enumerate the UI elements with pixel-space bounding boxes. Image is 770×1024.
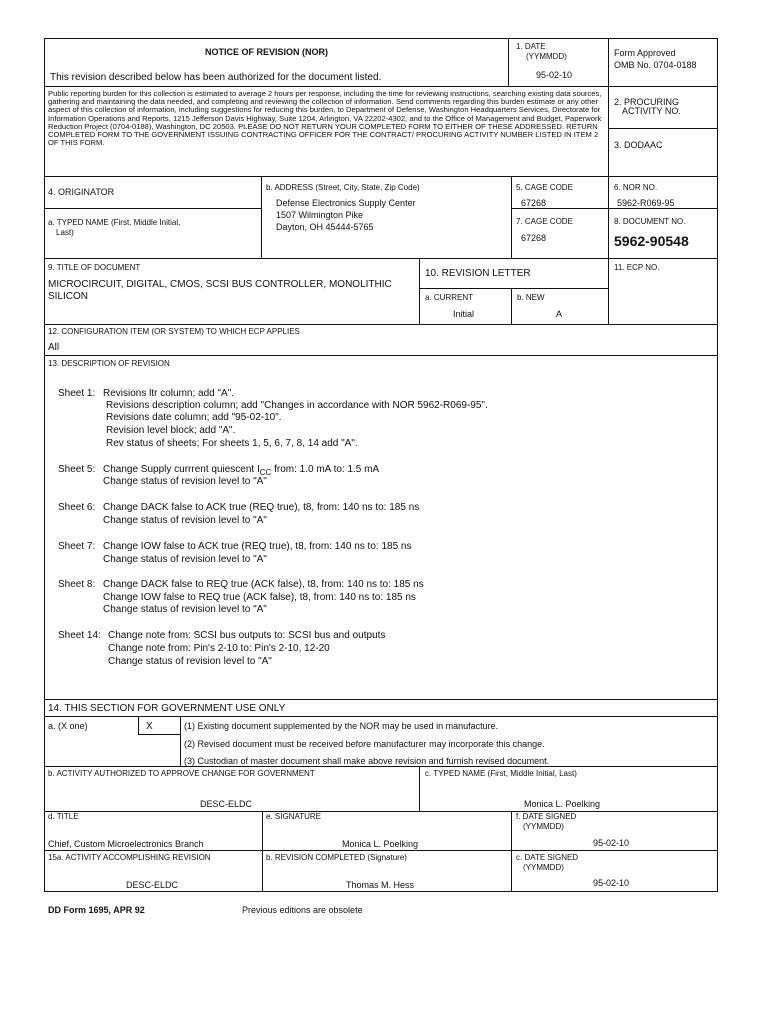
title-label: 9. TITLE OF DOCUMENT	[48, 263, 141, 272]
cage7-value: 67268	[521, 233, 547, 243]
activity-value: DESC-ELDC	[200, 799, 253, 809]
sheet-7-line: Change status of revision level to "A"	[103, 554, 267, 565]
d-title-value: Chief, Custom Microelectronics Branch	[48, 839, 204, 849]
d-title-label: d. TITLE	[48, 812, 79, 821]
revision-letter-label: 10. REVISION LETTER	[425, 268, 531, 279]
sheet-14-label: Sheet 14:	[58, 630, 101, 641]
sheet-14-line: Change note from: SCSI bus outputs to: SCSI bus and outputs	[108, 630, 386, 641]
sheet-14-line: Change status of revision level to "A"	[108, 656, 272, 667]
f-date-label: f. DATE SIGNED	[516, 812, 577, 821]
procuring-label: 2. PROCURING	[614, 97, 680, 107]
xone-label: a. (X one)	[48, 721, 88, 731]
date-label: 1. DATE	[516, 42, 546, 51]
sheet-8-line: Change DACK false to REQ true (ACK false), t8, from: 140 ns to: 185 ns	[103, 579, 424, 590]
authorized-text: This revision described below has been authorized for the document listed.	[50, 72, 382, 83]
f-date-label-2: (YYMMDD)	[523, 822, 564, 831]
sheet-1-line: Rev status of sheets; For sheets 1, 5, 6, 7, 8, 14 add "A".	[106, 438, 358, 449]
config-value: All	[48, 342, 60, 353]
title-value-line-1: MICROCIRCUIT, DIGITAL, CMOS, SCSI BUS CONTROLLER, MONOLITHIC	[48, 279, 392, 290]
c15-value: 95-02-10	[593, 878, 630, 888]
typed-name-value-c: Monica L. Poelking	[524, 799, 601, 809]
b15-value: Thomas M. Hess	[346, 880, 415, 890]
e-signature-label: e. SIGNATURE	[266, 812, 321, 821]
sheet-6-line: Change DACK false to ACK true (REQ true), t8, from: 140 ns to: 185 ns	[103, 502, 420, 513]
address-line-1: Defense Electronics Supply Center	[276, 198, 416, 208]
date-label-format: (YYMMDD)	[526, 52, 567, 61]
sheet-1-line: Revisions description column; add "Changes in accordance with NOR 5962-R069-95".	[106, 400, 488, 411]
sheet-14-line: Change note from: Pin's 2-10 to: Pin's 2-10, 12-20	[108, 643, 330, 654]
typed-name-label-2: Last)	[56, 228, 74, 237]
originator-label: 4. ORIGINATOR	[48, 187, 115, 197]
dodaac-label: 3. DODAAC	[614, 140, 663, 150]
address-label: b. ADDRESS (Street, City, State, Zip Code)	[266, 183, 420, 192]
x-mark-checkbox[interactable]: X	[146, 721, 153, 732]
footer-note: Previous editions are obsolete	[242, 905, 363, 915]
sheet-1-label: Sheet 1:	[58, 388, 96, 399]
sheet-7-label: Sheet 7:	[58, 541, 96, 552]
option-3: (3) Custodian of master document shall make above revision and furnish revised document.	[184, 756, 550, 766]
sheet-1-line: Revisions ltr column; add "A".	[103, 388, 235, 399]
sheet-5-label: Sheet 5:	[58, 464, 96, 475]
sheet-1-line: Revisions date column; add "95-02-10".	[106, 412, 282, 423]
burden-statement: Public reporting burden for this collection is estimated to average 2 hours per response, including the time for reviewing instructions, searching existing data sources, gathering and maintaining the data needed, and completing and reviewing the collection of information. Send comments regarding this burden estimate or any other aspect of this collection of information, including suggestions for reducing this burden, to Department of Defense, Washington Headquarters Services, Directorate for Information Operations and Reports, 1215 Jefferson Davis Highway, Suite 1204, Arlington, VA 22202-4302, and to the Office of Management and Budget, Paperwork Reduction Project (0704-0188), Washington, DC 20503. PLEASE DO NOT RETURN YOUR COMPLETED FORM TO EITHER OF THESE ADDRESSED. RETURN COMPLETED FORM TO THE GOVERNMENT ISSUING CONTRACTING OFFICER FOR THE CONTRACT/ PROCURING ACTIVITY NUMBER LISTED IN ITEM 2 OF THIS FORM.	[48, 89, 602, 148]
docno-value: 5962-90548	[614, 233, 689, 249]
sheet-8-line: Change IOW false to REQ true (ACK false), t8, from: 140 ns to: 185 ns	[103, 592, 416, 603]
nor-label: 6. NOR NO.	[614, 183, 658, 192]
option-1: (1) Existing document supplemented by the NOR may be used in manufacture.	[184, 721, 499, 731]
sheet-8-label: Sheet 8:	[58, 579, 96, 590]
nor-value: 5962-R069-95	[617, 198, 675, 208]
footer-form-number: DD Form 1695, APR 92	[48, 905, 145, 915]
cage5-label: 5. CAGE CODE	[516, 183, 573, 192]
title-value-line-2: SILICON	[48, 291, 89, 302]
b15-label: b. REVISION COMPLETED (Signature)	[266, 853, 407, 862]
sheet-6-label: Sheet 6:	[58, 502, 96, 513]
a15-value: DESC-ELDC	[126, 880, 179, 890]
sheet-5-line: Change status of revision level to "A"	[103, 476, 267, 487]
config-label: 12. CONFIGURATION ITEM (OR SYSTEM) TO WHICH ECP APPLIES	[48, 327, 300, 336]
date-value: 95-02-10	[536, 70, 573, 80]
description-label: 13. DESCRIPTION OF REVISION	[48, 359, 170, 368]
sheet-7-line: Change IOW false to ACK true (REQ true), t8, from: 140 ns to: 185 ns	[103, 541, 412, 552]
option-2: (2) Revised document must be received before manufacturer may incorporate this change.	[184, 739, 545, 749]
gov-section-label: 14. THIS SECTION FOR GOVERNMENT USE ONLY	[48, 703, 286, 714]
cage7-label: 7. CAGE CODE	[516, 217, 573, 226]
typed-name-label: a. TYPED NAME (First, Middle Initial,	[48, 218, 181, 227]
current-label: a. CURRENT	[425, 293, 474, 302]
sheet-6-line: Change status of revision level to "A"	[103, 515, 267, 526]
c15-label: c. DATE SIGNED	[516, 853, 579, 862]
omb-number: OMB No. 0704-0188	[614, 60, 697, 70]
docno-label: 8. DOCUMENT NO.	[614, 217, 686, 226]
subscript-cc: CC	[259, 468, 272, 477]
activity-label: b. ACTIVITY AUTHORIZED TO APPROVE CHANGE FOR GOVERNMENT	[48, 769, 315, 778]
f-date-value: 95-02-10	[593, 838, 630, 848]
cage5-value: 67268	[521, 198, 547, 208]
c15-label-2: (YYMMDD)	[523, 863, 564, 872]
form-approved: Form Approved	[614, 48, 676, 58]
form-title: NOTICE OF REVISION (NOR)	[205, 47, 329, 57]
sheet-1-line: Revision level block; add "A".	[106, 425, 236, 436]
sheet-8-line: Change status of revision level to "A"	[103, 604, 267, 615]
new-label: b. NEW	[517, 293, 545, 302]
procuring-label-2: ACTIVITY NO.	[622, 106, 681, 116]
ecp-label: 11. ECP NO.	[614, 263, 660, 272]
typed-name-label-c: c. TYPED NAME (First, Middle Initial, Last)	[425, 769, 577, 778]
address-line-2: 1507 Wilmington Pike	[276, 210, 364, 220]
new-value: A	[556, 309, 563, 319]
current-value: Initial	[453, 309, 475, 319]
sheet-5-line: Change Supply currrent quiescent $I_{CC}$ from: 1.0 mA to: 1.5 mA	[103, 464, 380, 477]
a15-label: 15a. ACTIVITY ACCOMPLISHING REVISION	[48, 853, 211, 862]
e-signature-value: Monica L. Poelking	[342, 839, 419, 849]
address-line-3: Dayton, OH 45444-5765	[276, 222, 374, 232]
